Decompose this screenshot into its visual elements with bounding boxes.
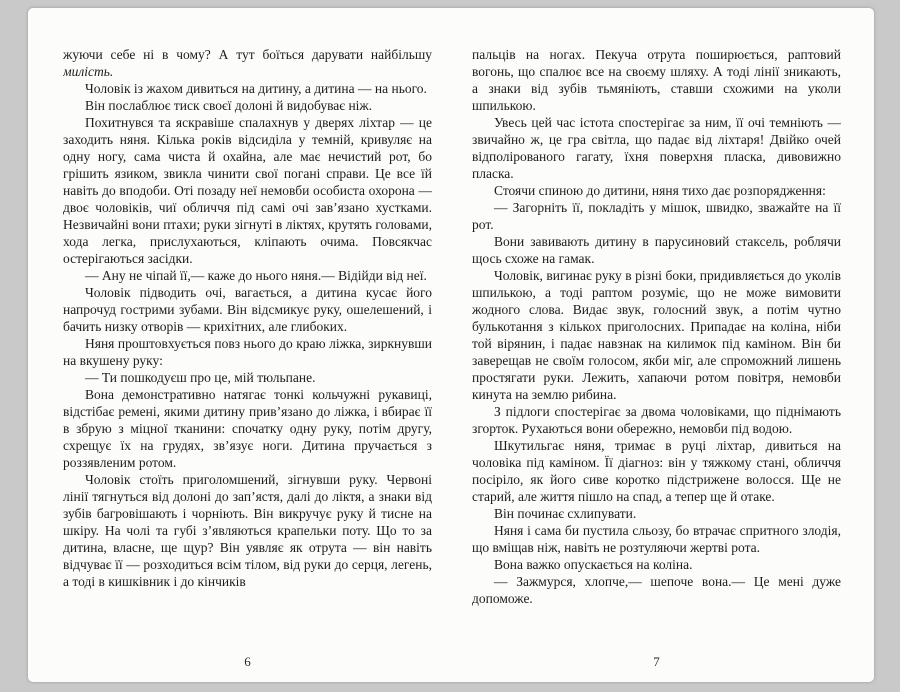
page-right-text — [472, 46, 841, 646]
paragraph: Стоячи спиною до дитини, няня тихо дає розпорядження: — [494, 183, 826, 198]
paragraph: — Ану не чіпай її,— каже до нього няня.— Відійди від неї. — [85, 268, 427, 283]
paragraph: Шкутильгає няня, тримає в руці ліхтар, дивиться на чоловіка під каміном. Її діагноз: він у тяжкому стані, обличчя посіріло, як його сиве коротко підстрижене волосся. Ще не старий, але життя пішло на спад, а тепер ще й отаке. — [472, 438, 841, 504]
paragraph: — Загорніть її, покладіть у мішок, швидко, зважайте на її рот. — [472, 200, 841, 232]
paragraph: Чоловік стоїть приголомшений, зігнувши руку. Червоні лінії тягнуться від долоні до зап’ястя, далі до ліктя, а знаки від зубів багровішають і чорніють. Він викручує руку й тисне на шкіру. На чолі та губі з’являються крапельки поту. Що то за дитина, власне, ще щур? Він уявляє як отрута — він навіть відчуває її — розходиться всім тілом, від руки до серця, легень, а тоді в кишківник і до кінчиків — [63, 472, 432, 589]
page-right — [452, 8, 874, 682]
paragraph: Увесь цей час істота спостерігає за ним, її очі темніють — звичайно ж, це гра світла, що падає від ліхтаря! Двійко очей відполірованого гагату, їхня поверхня пласка, дивовижно пласка. — [472, 115, 841, 181]
page-number-right: 7 — [653, 654, 660, 669]
paragraph: Вони завивають дитину в парусиновий стаксель, роблячи щось схоже на гамак. — [472, 234, 841, 266]
paragraph: Він починає схлипувати. — [494, 506, 637, 521]
paragraph — [63, 46, 432, 80]
page-left — [28, 8, 452, 682]
paragraph: Він послаблює тиск своєї долоні й видобуває ніж. — [85, 98, 373, 113]
paragraph: Чоловік підводить очі, вагається, а дитина кусає його напрочуд гострими зубами. Він відсмикує руку, ошелешений, і бачить низку отворів — крихітних, але глибоких. — [63, 285, 432, 334]
paragraph: Похитнувся та яскравіше спалахнув у дверях ліхтар — це заходить няня. Кілька років відсиділа у темній, кривуляє на одну ногу, сама чиста й охайна, але має нечистий рот, бо грішить язиком, звикла чинити свої погані справи. Це все їй навіть до вподоби. Оті позаду неї немовби особиста охорона — двоє чоловіків, чиї обличчя під самі очі зав’язано хустками. Незвичайні вони птахи; руки зігнуті в ліктях, крутять головами, хода легка, прислухаються, кліпають очима. Повсякчас остерігаються засідки. — [63, 115, 432, 266]
paragraph: Няня проштовхується повз нього до краю ліжка, зиркнувши на вкушену руку: — [63, 336, 432, 368]
paragraph: — Зажмурся, хлопче,— шепоче вона.— Це мені дуже допоможе. — [472, 574, 841, 606]
paragraph: пальців на ногах. Пекуча отрута поширюється, раптовий вогонь, що спалює все на своєму шляху. А тоді лінії зникають, а знаки від зубів тьмяніють, ставши схожими на уколи шпилькою. — [472, 47, 841, 113]
paragraph: Няня і сама би пустила сльозу, бо втрачає спритного злодія, що вміщав ніж, навіть не розтуляючи жертві рота. — [472, 523, 841, 555]
paragraph: Вона важко опускається на коліна. — [494, 557, 693, 572]
paragraph: З підлоги спостерігає за двома чоловіками, що піднімають згорток. Рухаються вони обережно, немовби під водою. — [472, 404, 841, 436]
paragraph: Чоловік із жахом дивиться на дитину, а дитина — на нього. — [85, 81, 427, 96]
paragraph-text: жуючи себе ні в чому? А тут боїться дарувати найбільшу — [63, 47, 432, 62]
book-spread — [28, 8, 874, 682]
paragraph: Чоловік, вигинає руку в різні боки, придивляється до уколів шпилькою, а тоді раптом розуміє, що не може вимовити жодного слова. Видає звук, голосний звук, а потім чутно булькотання з кількох приголосних. Припадає на коліна, ніби той вірянин, і падає навзнак на килимок під каміном. Він би заверещав не своїм голосом, якби міг, але спроможний лишень простягати руки. Лежить, хапаючи ротом повітря, немовби кинута на землю рибина. — [472, 268, 841, 402]
page-number-left: 6 — [244, 654, 251, 669]
page-left-text — [63, 46, 432, 646]
paragraph: Вона демонстративно натягає тонкі кольчужні рукавиці, відстібає ремені, якими дитину прив’язано до ліжка, і вбирає її в збрую з міцної тканини: спочатку одну руку, потім другу, схрещує їх на грудях, зв’язує ноги. Дитина пручається з роззявленим ротом. — [63, 387, 432, 470]
paragraph-italic-text: милість. — [63, 64, 114, 79]
paragraph: — Ти пошкодуєш про це, мій тюльпане. — [85, 370, 316, 385]
